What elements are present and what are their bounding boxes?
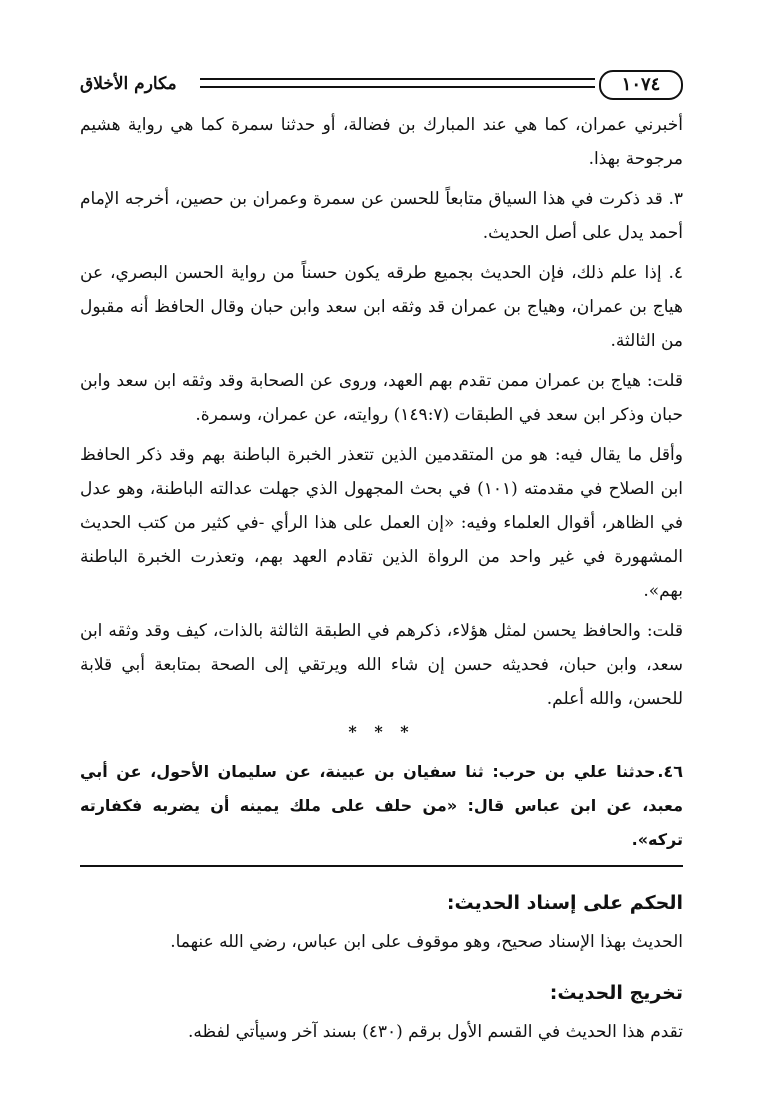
hadith-text-block — [80, 755, 683, 867]
section-separator: * * * — [348, 722, 415, 741]
hadith-text: حدثنا علي بن حرب: ثنا سفيان بن عيينة، عن سليمان الأحول، عن أبي معبد، عن ابن عباس قال: «من حلف على ملك يمينه أن يضربه فكفارته تركه». — [80, 762, 683, 849]
book-title: مكارم الأخلاق — [80, 74, 177, 94]
running-header — [80, 64, 683, 108]
takhrij-text: تقدم هذا الحديث في القسم الأول برقم (٤٣٠) بسند آخر وسيأتي لفظه. — [187, 1022, 683, 1042]
paragraph-comment-1: قلت: هياج بن عمران ممن تقدم بهم العهد، وروى عن الصحابة وقد وثقه ابن سعد وابن حبان وذكر ابن سعد في الطبقات (١٤٩:٧) روايته، عن عمران، وسمرة. — [80, 371, 683, 425]
takhrij-heading: تخريج الحديث: — [549, 982, 683, 1004]
isnad-ruling-text: الحديث بهذا الإسناد صحيح، وهو موقوف على ابن عباس، رضي الله عنهما. — [170, 932, 683, 952]
hadith-number: ٤٦. — [657, 762, 683, 781]
paragraph-comment-2: وأقل ما يقال فيه: هو من المتقدمين الذين تتعذر الخبرة الباطنة بهم وقد ذكر الحافظ ابن الصلاح في مقدمته (١٠١) في بحث المجهول الذي جهلت عدالته الباطنة، وهو عدل في الظاهر، أقوال العلماء وفيه: «إن العمل على هذا الرأي -في كثير من كتب الحديث المشهورة في غير واحد من الرواة الذين تقادم العهد بهم، وتعذرت الخبرة الباطنة بهم». — [80, 445, 683, 601]
page — [80, 64, 683, 1065]
paragraph-point-4: ٤. إذا علم ذلك، فإن الحديث بجميع طرقه يكون حسناً من رواية الحسن البصري، عن هياج بن عمران، وهياج بن عمران قد وثقه ابن سعد وابن حبان وقال الحافظ أنه مقبول من الثالثة. — [80, 263, 683, 351]
paragraph-comment-3: قلت: والحافظ يحسن لمثل هؤلاء، ذكرهم في الطبقة الثالثة بالذات، كيف وقد وثقه ابن سعد، وابن حبان، فحديثه حسن إن شاء الله ويرتقي إلى الصحة بمتابعة أبي قلابة للحسن، والله أعلم. — [80, 621, 683, 709]
header-rule — [200, 78, 595, 88]
paragraph-continuation: أخبرني عمران، كما هي عند المبارك بن فضالة، أو حدثنا سمرة كما هي رواية هشيم مرجوحة بهذا. — [80, 115, 683, 169]
page-number: ١٠٧٤ — [599, 70, 683, 100]
isnad-ruling-heading: الحكم على إسناد الحديث: — [446, 892, 683, 914]
paragraph-point-3: ٣. قد ذكرت في هذا السياق متابعاً للحسن عن سمرة وعمران بن حصين، أخرجه الإمام أحمد يدل على أصل الحديث. — [80, 189, 683, 243]
